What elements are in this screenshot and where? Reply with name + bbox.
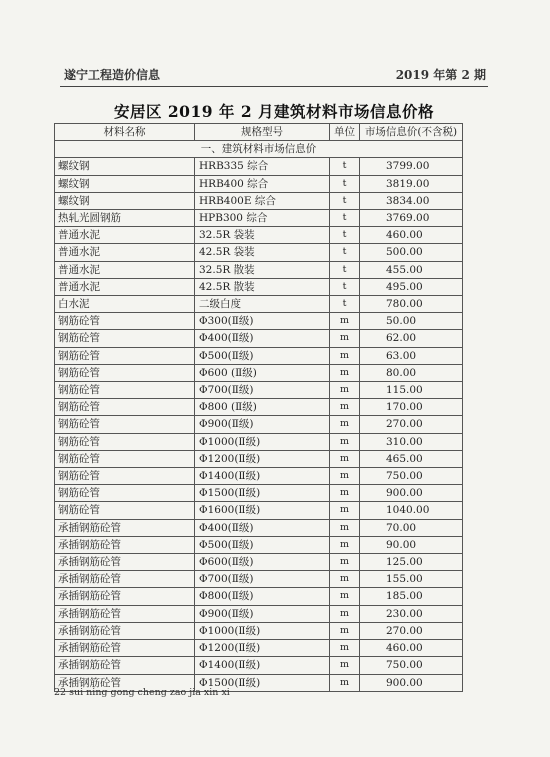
cell-spec: Φ1400(Ⅱ级) [195,468,330,485]
cell-unit: t [330,192,360,209]
cell-unit: m [330,657,360,674]
cell-price: 460.00 [360,640,463,657]
cell-spec: Φ800 (Ⅱ级) [195,399,330,416]
cell-unit: m [330,313,360,330]
table-row [55,640,463,657]
cell-spec: Φ800(Ⅱ级) [195,588,330,605]
table-row [55,657,463,674]
cell-unit: m [330,519,360,536]
cell-spec: Φ400(Ⅱ级) [195,519,330,536]
cell-material: 螺纹钢 [55,158,195,175]
cell-unit: m [330,640,360,657]
cell-material: 白水泥 [55,296,195,313]
cell-price: 90.00 [360,536,463,553]
table-row [55,468,463,485]
cell-spec: 32.5R 散装 [195,261,330,278]
cell-price: 270.00 [360,416,463,433]
cell-price: 3819.00 [360,175,463,192]
table-row [55,347,463,364]
cell-material: 钢筋砼管 [55,450,195,467]
cell-unit: m [330,416,360,433]
cell-material: 钢筋砼管 [55,416,195,433]
column-header-unit: 单位 [330,124,360,141]
cell-material: 普通水泥 [55,244,195,261]
cell-material: 钢筋砼管 [55,347,195,364]
cell-material: 钢筋砼管 [55,364,195,381]
cell-spec: Φ500(Ⅱ级) [195,347,330,364]
cell-material: 钢筋砼管 [55,485,195,502]
cell-price: 63.00 [360,347,463,364]
price-table [54,123,463,692]
cell-unit: t [330,175,360,192]
table-row [55,313,463,330]
cell-material: 钢筋砼管 [55,433,195,450]
cell-unit: t [330,244,360,261]
cell-unit: t [330,296,360,313]
table-row [55,605,463,622]
table-row [55,502,463,519]
cell-unit: m [330,571,360,588]
table-row [55,227,463,244]
cell-material: 承插钢筋砼管 [55,640,195,657]
cell-spec: HRB335 综合 [195,158,330,175]
cell-spec: 32.5R 袋装 [195,227,330,244]
table-row [55,296,463,313]
cell-price: 50.00 [360,313,463,330]
page-footer: 22 sui ning gong cheng zao jia xin xi [54,687,230,698]
cell-price: 455.00 [360,261,463,278]
cell-material: 普通水泥 [55,227,195,244]
cell-material: 钢筋砼管 [55,313,195,330]
cell-unit: t [330,261,360,278]
cell-spec: 42.5R 散装 [195,278,330,295]
header-divider [60,86,488,87]
cell-price: 70.00 [360,519,463,536]
column-header-spec: 规格型号 [195,124,330,141]
cell-price: 185.00 [360,588,463,605]
cell-price: 900.00 [360,485,463,502]
cell-unit: m [330,502,360,519]
cell-spec: HPB300 综合 [195,210,330,227]
table-row [55,364,463,381]
cell-material: 钢筋砼管 [55,382,195,399]
cell-material: 普通水泥 [55,261,195,278]
cell-material: 普通水泥 [55,278,195,295]
cell-unit: m [330,674,360,691]
cell-unit: m [330,554,360,571]
publication-name: 遂宁工程造价信息 [64,68,161,82]
cell-price: 80.00 [360,364,463,381]
cell-material: 承插钢筋砼管 [55,519,195,536]
cell-unit: m [330,330,360,347]
table-row [55,399,463,416]
cell-price: 750.00 [360,468,463,485]
cell-material: 承插钢筋砼管 [55,674,195,691]
cell-price: 62.00 [360,330,463,347]
table-row [55,330,463,347]
cell-unit: m [330,605,360,622]
cell-material: 承插钢筋砼管 [55,554,195,571]
table-row [55,519,463,536]
cell-material: 承插钢筋砼管 [55,588,195,605]
cell-material: 承插钢筋砼管 [55,605,195,622]
cell-price: 115.00 [360,382,463,399]
cell-unit: t [330,158,360,175]
cell-material: 承插钢筋砼管 [55,571,195,588]
cell-material: 钢筋砼管 [55,468,195,485]
section-row [55,141,463,158]
table-row [55,382,463,399]
cell-unit: m [330,382,360,399]
cell-material: 螺纹钢 [55,192,195,209]
cell-spec: Φ900(Ⅱ级) [195,416,330,433]
issue-number: 2019 年第 2 期 [395,68,486,82]
cell-price: 3799.00 [360,158,463,175]
cell-price: 230.00 [360,605,463,622]
table-row [55,175,463,192]
cell-spec: Φ1200(Ⅱ级) [195,450,330,467]
page-title: 安居区 2019 年 2 月建筑材料市场信息价格 [113,102,434,121]
cell-unit: m [330,468,360,485]
table-row [55,158,463,175]
table-row [55,244,463,261]
cell-price: 3769.00 [360,210,463,227]
cell-unit: m [330,485,360,502]
cell-price: 750.00 [360,657,463,674]
cell-spec: Φ700(Ⅱ级) [195,571,330,588]
cell-unit: m [330,622,360,639]
cell-unit: m [330,588,360,605]
table-row [55,433,463,450]
cell-spec: HRB400 综合 [195,175,330,192]
cell-material: 钢筋砼管 [55,502,195,519]
cell-spec: Φ700(Ⅱ级) [195,382,330,399]
cell-unit: m [330,433,360,450]
table-row [55,622,463,639]
cell-spec: 二级白度 [195,296,330,313]
cell-spec: Φ1400(Ⅱ级) [195,657,330,674]
column-header-material: 材料名称 [55,124,195,141]
cell-spec: Φ1000(Ⅱ级) [195,622,330,639]
cell-price: 500.00 [360,244,463,261]
cell-material: 承插钢筋砼管 [55,622,195,639]
cell-price: 3834.00 [360,192,463,209]
cell-unit: t [330,278,360,295]
cell-unit: m [330,347,360,364]
cell-spec: Φ1500(Ⅱ级) [195,485,330,502]
cell-spec: HRB400E 综合 [195,192,330,209]
cell-material: 承插钢筋砼管 [55,536,195,553]
cell-spec: 42.5R 袋装 [195,244,330,261]
cell-spec: Φ300(Ⅱ级) [195,313,330,330]
table-row [55,210,463,227]
cell-spec: Φ600(Ⅱ级) [195,554,330,571]
cell-price: 1040.00 [360,502,463,519]
cell-unit: m [330,399,360,416]
cell-price: 310.00 [360,433,463,450]
section-title: 一、建筑材料市场信息价 [55,141,463,158]
cell-material: 螺纹钢 [55,175,195,192]
table-row [55,192,463,209]
table-row [55,485,463,502]
cell-price: 170.00 [360,399,463,416]
column-header-price: 市场信息价(不含税) [360,124,463,141]
cell-spec: Φ1000(Ⅱ级) [195,433,330,450]
table-row [55,416,463,433]
cell-material: 钢筋砼管 [55,399,195,416]
cell-spec: Φ900(Ⅱ级) [195,605,330,622]
cell-price: 270.00 [360,622,463,639]
table-header-row [55,124,463,141]
cell-price: 495.00 [360,278,463,295]
cell-spec: Φ600 (Ⅱ级) [195,364,330,381]
cell-unit: m [330,536,360,553]
cell-price: 900.00 [360,674,463,691]
cell-unit: t [330,210,360,227]
cell-unit: m [330,364,360,381]
cell-unit: t [330,227,360,244]
cell-price: 780.00 [360,296,463,313]
table-row [55,571,463,588]
table-row [55,588,463,605]
cell-spec: Φ400(Ⅱ级) [195,330,330,347]
table-row [55,261,463,278]
table-row [55,450,463,467]
cell-spec: Φ1500(Ⅱ级) [195,674,330,691]
table-row [55,278,463,295]
cell-price: 460.00 [360,227,463,244]
cell-price: 155.00 [360,571,463,588]
cell-material: 钢筋砼管 [55,330,195,347]
cell-unit: m [330,450,360,467]
cell-spec: Φ1600(Ⅱ级) [195,502,330,519]
table-row [55,554,463,571]
table-row [55,536,463,553]
cell-price: 465.00 [360,450,463,467]
cell-material: 热轧光圆钢筋 [55,210,195,227]
cell-price: 125.00 [360,554,463,571]
cell-spec: Φ1200(Ⅱ级) [195,640,330,657]
cell-material: 承插钢筋砼管 [55,657,195,674]
cell-spec: Φ500(Ⅱ级) [195,536,330,553]
